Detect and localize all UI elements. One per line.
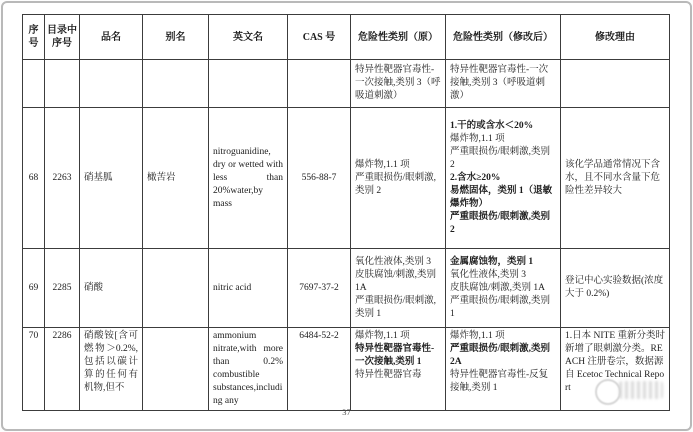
cell-hazard-modified [446,249,561,328]
cell-english: nitroguanidine, dry or wetted with less than 20%water,by mass [209,108,288,249]
cell-hazard-original [351,108,446,249]
cell-catalog-no: 2286 [45,328,80,411]
cell-reason [561,328,670,411]
cell-cas: 556-88-7 [288,108,351,249]
table-row [23,108,670,249]
cell-name: 硝基胍 [80,108,143,249]
cell-hazard-modified [446,60,561,108]
hazard-classification-table [22,14,670,411]
cell-cas [288,60,351,108]
hazard-line: 氧化性液体,类别 3 [355,256,432,267]
cell-alias [143,249,209,328]
cell-english [209,60,288,108]
hazard-line: 特异性靶器官毒性-一次接触,类别 3（呼吸道刺激） [355,65,441,101]
hazard-line: 严重眼损伤/眼刺激,类别 2A [450,344,551,367]
table-row [23,328,670,411]
cell-serial [23,60,45,108]
cell-catalog-no: 2285 [45,249,80,328]
hazard-line: 2.含水≥20% [450,172,501,183]
cell-english: nitric acid [209,249,288,328]
cell-name: 硝酸铵[含可燃物＞0.2%,包括以碳计算的任何有机物,但不 [80,328,143,411]
hazard-line: 严重眼损伤/眼刺激,类别 1 [355,295,437,319]
cell-reason [561,108,670,249]
hazard-line: 金属腐蚀物，类别 1 [450,256,534,267]
hazard-line: 该化学品通常情况下含水，且不同水含量下危险性差异较大 [565,159,661,196]
column-header: 别名 [143,15,209,60]
cell-hazard-original [351,249,446,328]
column-header: 品名 [80,15,143,60]
cell-reason [561,249,670,328]
cell-english: ammonium nitrate,with more than 0.2% combustible substances,including any [209,328,288,411]
column-header: 目录中序号 [45,15,80,60]
column-header: 危险性类别（修改后） [446,15,561,60]
cell-hazard-original [351,60,446,108]
hazard-line: 1.干的或含水＜20% [450,120,534,131]
hazard-line: 爆炸物,1.1 项 [450,133,505,144]
hazard-line: 特异性靶器官毒性-一次接触,类别 3（呼吸道刺激） [450,65,549,101]
hazard-line: 特异性靶器官毒 [355,370,422,380]
hazard-line: 氧化性液体,类别 3 [450,269,527,280]
column-header: 英文名 [209,15,288,60]
cell-serial: 68 [23,108,45,249]
hazard-line: 特异性靶器官毒性-一次接触,类别 1 [355,344,435,367]
table-body [23,60,670,411]
hazard-line: 1.日本 NITE 重新分类时新增了眼刺激分类。REACH 注册卷宗，数据源自 Ecetoc Technical Report [565,331,666,393]
cell-alias [143,60,209,108]
cell-name: 硝酸 [80,249,143,328]
cell-cas: 7697-37-2 [288,249,351,328]
cell-alias [143,328,209,411]
hazard-line: 登记中心实验数据(浓度大于 0.2%) [565,276,664,299]
cell-alias: 橄苦岩 [143,108,209,249]
column-header: 危险性类别（原） [351,15,446,60]
hazard-line: 严重眼损伤/眼刺激,类别 1 [450,295,551,319]
cell-cas: 6484-52-2 [288,328,351,411]
table-row [23,60,670,108]
cell-catalog-no: 2263 [45,108,80,249]
hazard-line: 严重眼损伤/眼刺激,类别 2 [450,211,551,235]
cell-serial: 69 [23,249,45,328]
cell-hazard-modified [446,328,561,411]
hazard-line: 易燃固体，类别 1（退敏爆炸物） [450,185,553,209]
table-row [23,249,670,328]
cell-name [80,60,143,108]
cell-serial: 70 [23,328,45,411]
cell-catalog-no [45,60,80,108]
cell-hazard-original [351,328,446,411]
hazard-line: 特异性靶器官毒性-反复接触,类别 1 [450,370,549,393]
table-header-row [23,15,670,60]
hazard-line: 爆炸物,1.1 项 [355,331,410,341]
hazard-line: 皮肤腐蚀/刺激,类别 1A [450,282,546,293]
hazard-line: 严重眼损伤/眼刺激,类别 2 [450,146,551,170]
page-number: 37 [342,407,351,417]
column-header: 序号 [23,15,45,60]
cell-reason [561,60,670,108]
hazard-line: 严重眼损伤/眼刺激,类别 2 [355,172,437,196]
column-header: 修改理由 [561,15,670,60]
hazard-line: 爆炸物,1.1 项 [450,331,505,341]
hazard-line: 爆炸物,1.1 项 [355,159,410,170]
hazard-line: 皮肤腐蚀/刺激,类别 1A [355,269,437,293]
column-header: CAS 号 [288,15,351,60]
cell-hazard-modified [446,108,561,249]
